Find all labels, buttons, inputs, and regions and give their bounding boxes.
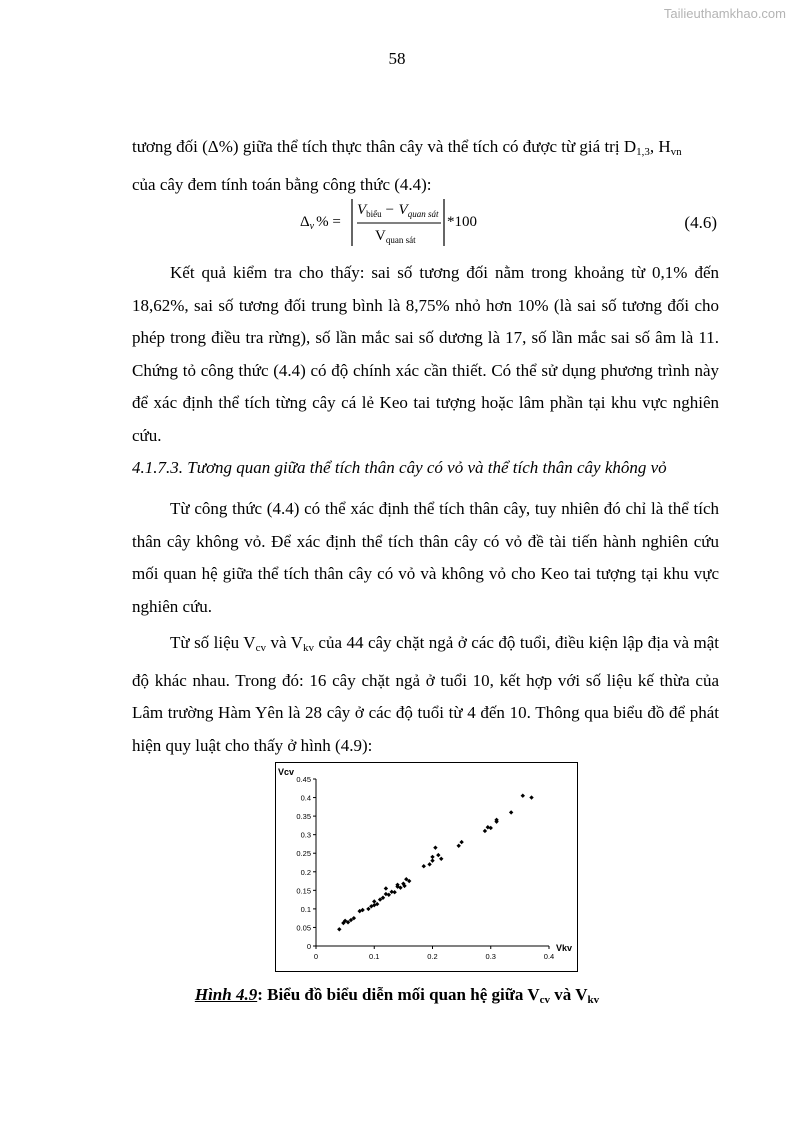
section-heading: 4.1.7.3. Tương quan giữa thể tích thân cây có vỏ và thể tích thân cây không vỏ — [132, 458, 667, 477]
x-tick-label: 0.1 — [369, 952, 380, 961]
y-tick-label: 0.15 — [296, 886, 311, 896]
x-tick-label: 0 — [313, 952, 319, 961]
data-point — [509, 810, 513, 814]
watermark: Tailieuthamkhao.com — [663, 6, 786, 21]
data-point — [457, 844, 461, 848]
y-tick-label: 0.45 — [296, 775, 311, 784]
para4-sub1: cv — [255, 642, 266, 654]
caption-label: Hình 4.9 — [194, 985, 258, 1004]
data-point — [433, 845, 437, 849]
data-point — [427, 862, 431, 866]
equation-number: (4.6) — [684, 213, 717, 232]
data-point — [521, 794, 525, 798]
data-point — [422, 864, 426, 868]
para1-line2: của cây đem tính toán bằng công thức (4.4): — [132, 174, 432, 194]
data-point — [337, 927, 341, 931]
para4-c: của 44 cây chặt ngả ở các độ tuổi, điều kiện lập địa và mật độ khác nhau. Trong đó: 16 cây chặt ngả ở tuổi 10, kết hợp với số liệu kế thừa của Lâm trường Hàm Yên là 28 cây ở các độ tuổi từ 4 đến 10. Thông qua biểu đồ để phát hiện quy luật cho thấy ở hình (4.9): — [132, 633, 719, 755]
data-point — [384, 886, 388, 890]
caption-sub2: kv — [587, 994, 600, 1006]
data-point — [366, 907, 370, 911]
data-point — [529, 795, 533, 799]
caption-and: và V — [550, 985, 588, 1004]
equation-formula — [297, 196, 497, 248]
data-point — [483, 829, 487, 833]
para1-sub2: vn — [670, 146, 682, 158]
x-tick-label: 0.4 — [543, 952, 555, 961]
eq-lhs: $\Delta_v$ % = — [300, 214, 341, 232]
y-tick-label: 0.35 — [296, 812, 311, 822]
equation-4-6 — [297, 196, 717, 248]
para4-sub2: kv — [302, 642, 314, 654]
para4-b: và V — [265, 633, 303, 652]
data-point — [372, 899, 376, 903]
data-point — [392, 890, 396, 894]
x-tick-label: 0.2 — [427, 952, 438, 961]
y-tick-label: 0.3 — [300, 830, 311, 840]
chart-ticks — [296, 775, 554, 961]
y-axis-label: Vcv — [278, 767, 295, 777]
y-tick-label: 0.25 — [296, 849, 311, 859]
scatter-chart-frame — [275, 762, 578, 972]
data-point — [439, 857, 443, 861]
eq-numerator: $V_{biểu} - V_{quan sát}$ — [357, 202, 439, 219]
chart-points — [337, 794, 534, 932]
caption-text: : Biểu đồ biểu diễn mối quan hệ giữa V — [257, 985, 540, 1004]
para1-mid: , H — [649, 137, 671, 156]
eq-multiplier: *100 — [447, 214, 477, 230]
caption-sub1: cv — [539, 994, 551, 1006]
paragraph-data — [132, 627, 719, 762]
x-axis-label: Vkv — [556, 943, 573, 953]
para1-text: tương đối (Δ%) giữa thể tích thực thân cây và thể tích có được từ giá trị D — [132, 137, 637, 156]
x-tick-label: 0.3 — [485, 952, 496, 961]
page-number: 58 — [388, 49, 406, 68]
paragraph-method: Từ công thức (4.4) có thể xác định thể tích thân cây, tuy nhiên đó chỉ là thể tích thân cây không vỏ. Để xác định thể tích thân cây có vỏ đề tài tiến hành nghiên cứu mối quan hệ giữa thể tích thân cây có vỏ và không vỏ cho Keo tai tượng tại khu vực nghiên cứu. — [132, 499, 719, 616]
data-point — [430, 855, 434, 859]
y-tick-label: 0.1 — [300, 904, 311, 914]
scatter-chart — [276, 763, 577, 971]
para4-a: Từ số liệu V — [170, 633, 256, 652]
figure-caption — [0, 985, 794, 1006]
para1-sub1: 1,3 — [636, 146, 650, 158]
paragraph-intro — [132, 131, 719, 201]
y-tick-label: 0.05 — [296, 923, 311, 933]
y-tick-label: 0 — [306, 942, 311, 951]
paragraph-results: Kết quả kiểm tra cho thấy: sai số tương đối nằm trong khoảng từ 0,1% đến 18,62%, sai số tương đối trung bình là 8,75% nhỏ hơn 10% (là sai số tương đối cho phép trong điều tra rừng), số lần mắc sai số dương là 17, số lần mắc sai số âm là 11. Chứng tỏ công thức (4.4) có độ chính xác cần thiết. Có thể sử dụng phương trình này để xác định thể tích từng cây cá lẻ Keo tai tượng hoặc lâm phần tại khu vực nghiên cứu. — [132, 263, 719, 445]
eq-denominator: $V_{quan sát}$ — [375, 228, 416, 245]
y-tick-label: 0.2 — [300, 867, 311, 877]
y-tick-label: 0.4 — [300, 793, 311, 803]
data-point — [459, 840, 463, 844]
data-point — [436, 853, 440, 857]
